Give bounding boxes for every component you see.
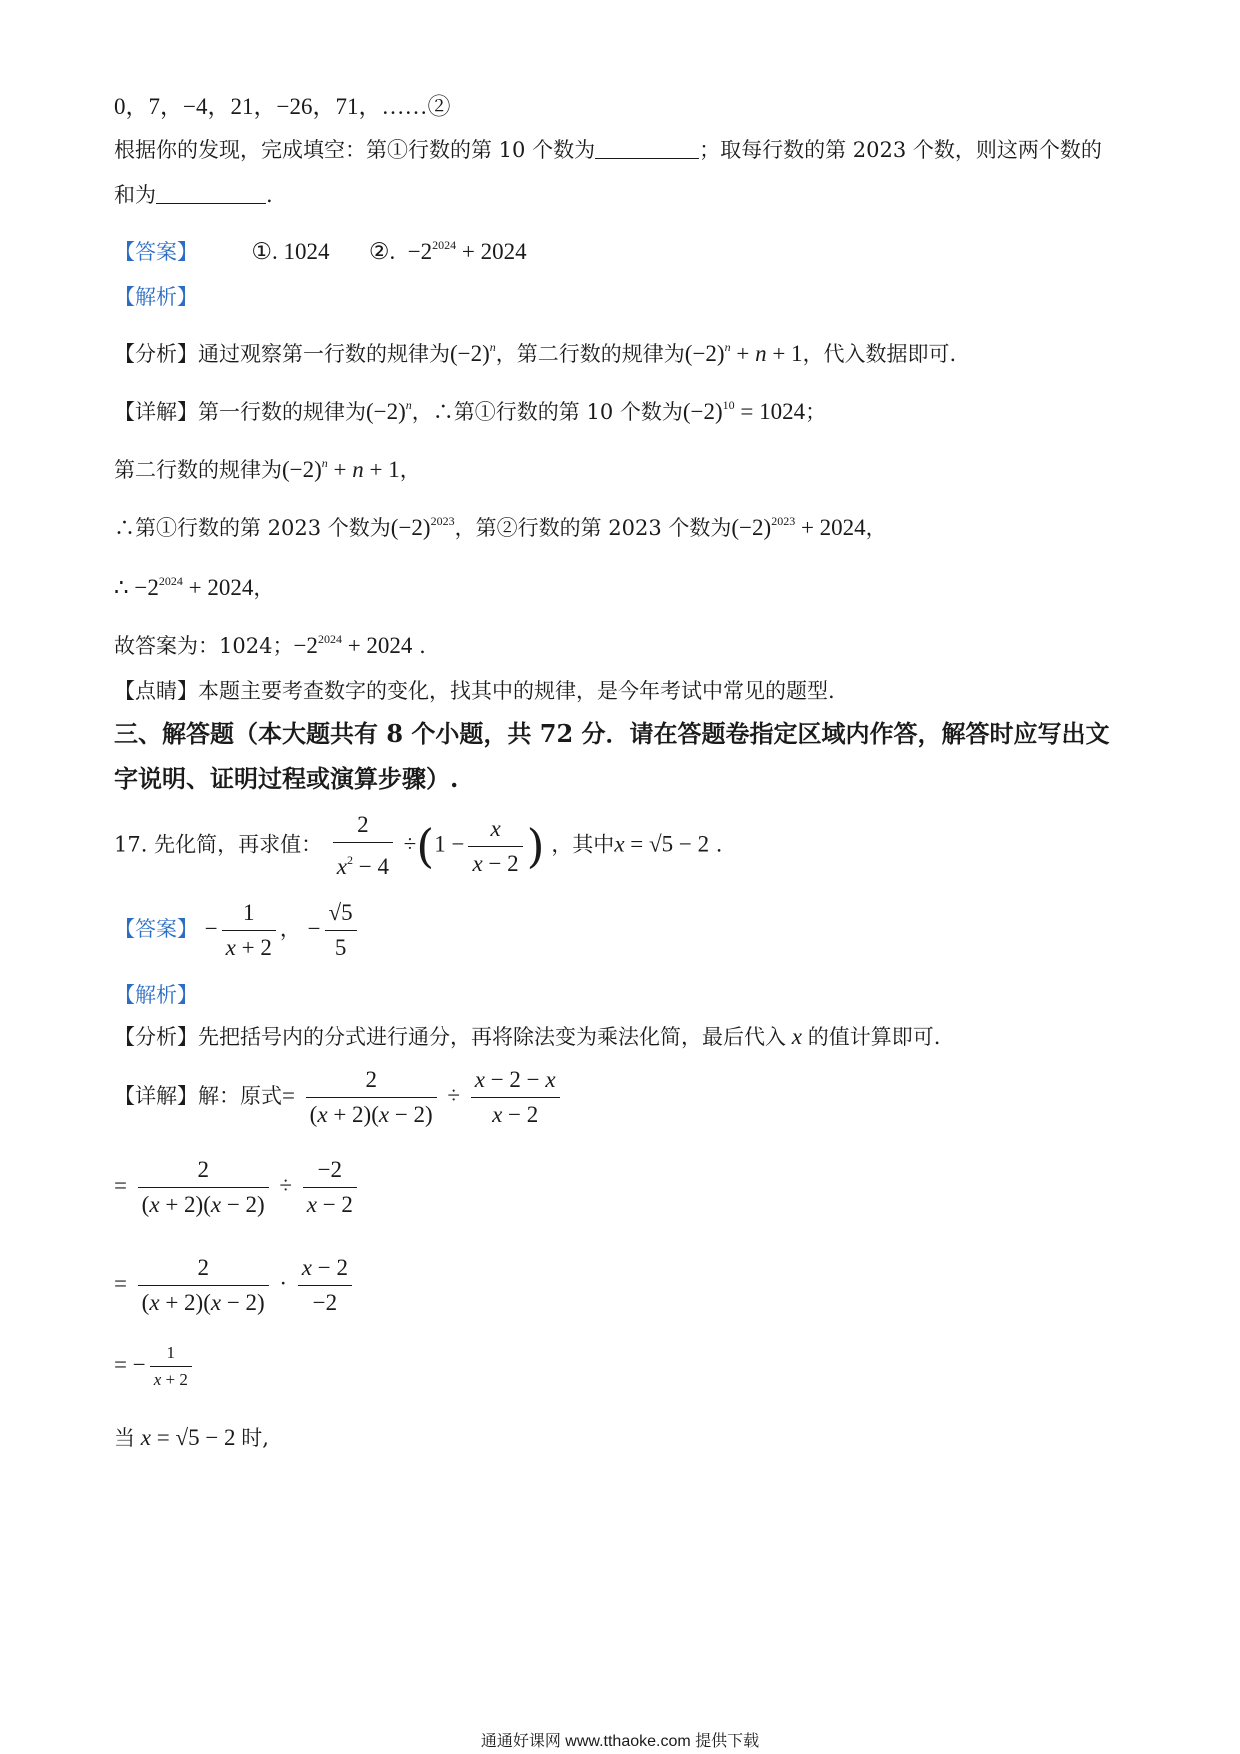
answer-16: 【答案】 ①. 1024 ②. $-2^{2024} + 2024$ [114,238,527,264]
detail-16-line-2: 第二行数的规律为$(-2)^n + n + 1$， [114,456,421,482]
detail-17-step-4: = − $\frac{1}{x + 2}$ [114,1340,196,1391]
analysis-17: 【分析】先把括号内的分式进行通分，再将除法变为乘法化简，最后代入 x 的值计算即可. [114,1024,941,1049]
detail-16-line-3: ∴第①行数的第 2023 个数为$(-2)^{2023}$，第②行数的第 2023 个数为$(-2)^{2023} + 2024$， [114,514,887,540]
answer-blank-1 [595,136,699,159]
fill-in-question-line: 根据你的发现，完成填空：第①行数的第 10 个数为 ；取每行数的第 2023 个数，则这两个数的 [114,138,1102,162]
question-17: 17. 先化简，再求值： $\frac{2}{x^2 - 4}$ ÷(1 − $\frac{x}{x - 2}$ ) ，其中x = √5 − 2 . [114,812,723,879]
answer-blank-2 [156,181,266,204]
fill-in-question-line-2: 和为 . [114,183,273,207]
sequence-line-2: 0，7，−4，21，−26，71，……② [114,94,451,119]
detail-16-final: 故答案为：1024；$-2^{2024} + 2024$ . [114,632,426,658]
answer-tag: 【答案】 [114,240,198,264]
explanation-tag-17: 【解析】 [114,983,198,1007]
explanation-tag: 【解析】 [114,285,198,309]
page-footer: 通通好课网 www.tthaoke.com 提供下载 [480,1733,760,1750]
detail-17-substitute: 当 x = √5 − 2 时, [114,1425,269,1450]
detail-17-step-3: = $\frac{2}{(x + 2)(x - 2)}$ · $\frac{x - 2}{-2}$ [114,1253,356,1318]
analysis-16: 【分析】通过观察第一行数的规律为$(-2)^n$，第二行数的规律为$(-2)^n + n + 1$，代入数据即可. [114,340,957,366]
comment-16: 【点睛】本题主要考查数字的变化，找其中的规律，是今年考试中常见的题型. [114,679,835,703]
detail-17-step-1: 【详解】解：原式= $\frac{2}{(x + 2)(x - 2)}$ ÷ $\frac{x - 2 - x}{x - 2}$ [114,1065,564,1130]
section-heading-line-1: 三、解答题（本大题共有 8 个小题，共 72 分．请在答题卷指定区域内作答，解答时应写出文 [114,719,1110,748]
section-heading-line-2: 字说明、证明过程或演算步骤）. [114,764,459,793]
answer-17: 【答案】 − $\frac{1}{x + 2}$ ， − $\frac{√5}{5}$ [114,898,361,963]
detail-17-step-2: = $\frac{2}{(x + 2)(x - 2)}$ ÷ $\frac{-2}{x - 2}$ [114,1155,361,1220]
detail-16-line-4: ∴ $-2^{2024} + 2024$， [114,574,275,600]
detail-16-line-1: 【详解】第一行数的规律为$(-2)^n$，∴第①行数的第 10 个数为$(-2)^{10} = 1024$； [114,398,827,424]
